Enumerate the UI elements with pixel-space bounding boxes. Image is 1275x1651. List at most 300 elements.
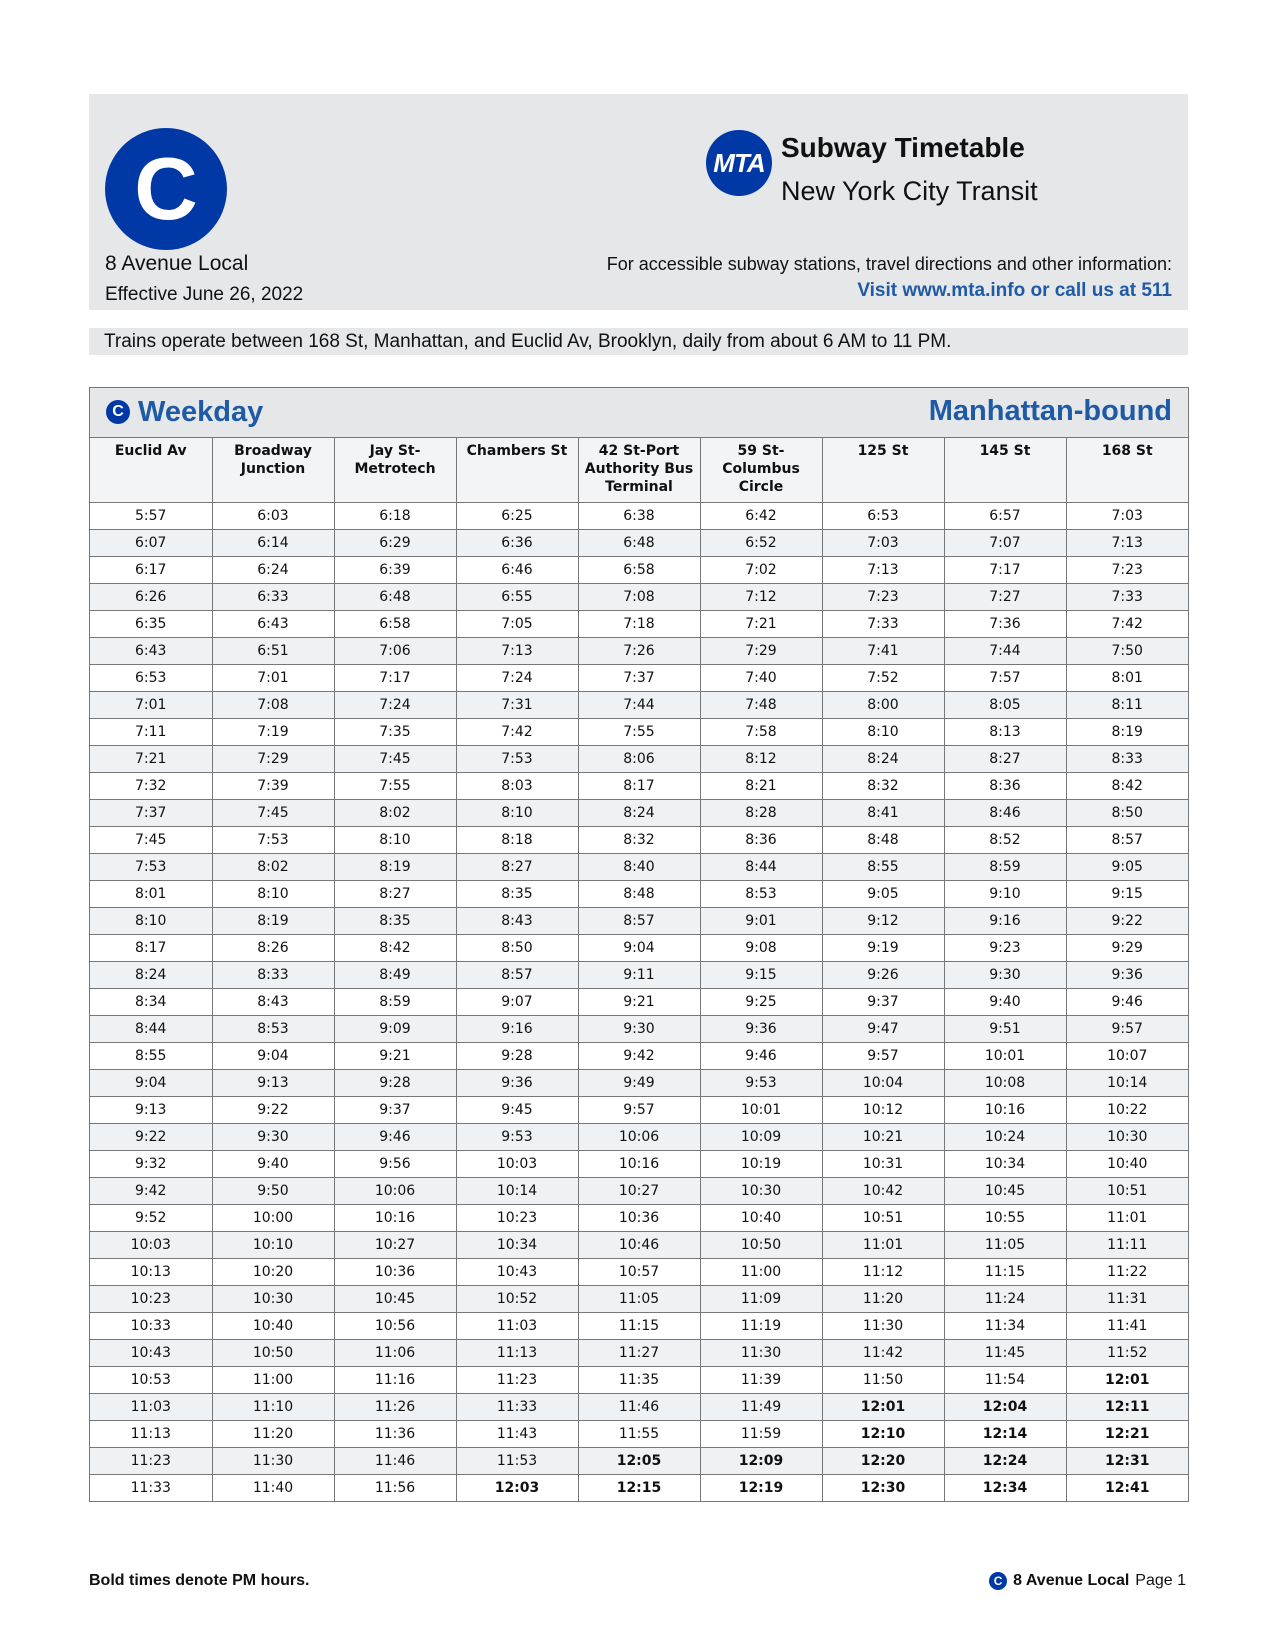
schedule-table [90, 438, 1188, 1501]
time-cell: 9:26 [822, 962, 944, 989]
time-cell: 10:30 [1066, 1124, 1188, 1151]
time-cell: 7:42 [1066, 611, 1188, 638]
time-cell: 11:41 [1066, 1313, 1188, 1340]
time-cell: 8:19 [334, 854, 456, 881]
time-cell: 11:54 [944, 1367, 1066, 1394]
time-cell: 6:36 [456, 530, 578, 557]
time-cell: 9:21 [578, 989, 700, 1016]
time-cell: 9:36 [1066, 962, 1188, 989]
time-cell: 7:33 [1066, 584, 1188, 611]
time-cell: 9:46 [700, 1043, 822, 1070]
time-cell: 8:33 [212, 962, 334, 989]
time-cell: 11:15 [944, 1259, 1066, 1286]
time-cell: 12:03 [456, 1475, 578, 1502]
time-cell: 11:43 [456, 1421, 578, 1448]
time-cell: 9:16 [456, 1016, 578, 1043]
table-row [90, 989, 1188, 1016]
column-header: 42 St-Port Authority Bus Terminal [578, 438, 700, 503]
time-cell: 7:45 [334, 746, 456, 773]
time-cell: 10:22 [1066, 1097, 1188, 1124]
time-cell: 10:14 [1066, 1070, 1188, 1097]
time-cell: 7:13 [456, 638, 578, 665]
table-row [90, 1340, 1188, 1367]
time-cell: 11:11 [1066, 1232, 1188, 1259]
time-cell: 10:27 [334, 1232, 456, 1259]
time-cell: 7:13 [1066, 530, 1188, 557]
time-cell: 11:30 [700, 1340, 822, 1367]
time-cell: 7:53 [90, 854, 212, 881]
time-cell: 7:36 [944, 611, 1066, 638]
time-cell: 9:04 [90, 1070, 212, 1097]
time-cell: 7:57 [944, 665, 1066, 692]
time-cell: 7:29 [212, 746, 334, 773]
page-title: Subway Timetable [781, 132, 1025, 163]
time-cell: 10:52 [456, 1286, 578, 1313]
time-cell: 11:12 [822, 1259, 944, 1286]
time-cell: 6:33 [212, 584, 334, 611]
time-cell: 8:02 [334, 800, 456, 827]
time-cell: 7:21 [700, 611, 822, 638]
time-cell: 12:34 [944, 1475, 1066, 1502]
time-cell: 10:30 [700, 1178, 822, 1205]
header-panel [89, 94, 1188, 310]
time-cell: 10:33 [90, 1313, 212, 1340]
time-cell: 8:35 [334, 908, 456, 935]
time-cell: 12:15 [578, 1475, 700, 1502]
service-notice-text: Trains operate between 168 St, Manhattan, and Euclid Av, Brooklyn, daily from about 6 AM to 11 PM. [104, 331, 952, 352]
time-cell: 10:06 [578, 1124, 700, 1151]
time-cell: 10:40 [700, 1205, 822, 1232]
time-cell: 11:35 [578, 1367, 700, 1394]
time-cell: 9:05 [822, 881, 944, 908]
time-cell: 8:32 [822, 773, 944, 800]
time-cell: 9:36 [700, 1016, 822, 1043]
time-cell: 8:19 [212, 908, 334, 935]
time-cell: 8:10 [90, 908, 212, 935]
time-cell: 8:59 [944, 854, 1066, 881]
time-cell: 11:16 [334, 1367, 456, 1394]
time-cell: 9:28 [334, 1070, 456, 1097]
time-cell: 9:37 [822, 989, 944, 1016]
time-cell: 10:27 [578, 1178, 700, 1205]
time-cell: 11:13 [456, 1340, 578, 1367]
time-cell: 10:50 [700, 1232, 822, 1259]
schedule-body [90, 503, 1188, 1502]
time-cell: 11:23 [90, 1448, 212, 1475]
time-cell: 10:01 [944, 1043, 1066, 1070]
time-cell: 9:12 [822, 908, 944, 935]
time-cell: 11:19 [700, 1313, 822, 1340]
time-cell: 9:22 [212, 1097, 334, 1124]
time-cell: 7:13 [822, 557, 944, 584]
table-row [90, 665, 1188, 692]
table-row [90, 773, 1188, 800]
time-cell: 12:09 [700, 1448, 822, 1475]
time-cell: 12:10 [822, 1421, 944, 1448]
time-cell: 8:49 [334, 962, 456, 989]
time-cell: 11:53 [456, 1448, 578, 1475]
time-cell: 9:47 [822, 1016, 944, 1043]
time-cell: 9:16 [944, 908, 1066, 935]
table-row [90, 1070, 1188, 1097]
time-cell: 7:33 [822, 611, 944, 638]
column-header: Euclid Av [90, 438, 212, 503]
column-header: Jay St-Metrotech [334, 438, 456, 503]
pm-footnote: Bold times denote PM hours. [89, 1572, 310, 1589]
time-cell: 7:24 [334, 692, 456, 719]
time-cell: 7:03 [1066, 503, 1188, 530]
time-cell: 7:17 [334, 665, 456, 692]
table-row [90, 584, 1188, 611]
time-cell: 8:24 [578, 800, 700, 827]
time-cell: 12:24 [944, 1448, 1066, 1475]
time-cell: 11:09 [700, 1286, 822, 1313]
time-cell: 8:10 [822, 719, 944, 746]
time-cell: 6:48 [334, 584, 456, 611]
time-cell: 8:35 [456, 881, 578, 908]
time-cell: 8:42 [334, 935, 456, 962]
time-cell: 9:46 [1066, 989, 1188, 1016]
time-cell: 11:33 [90, 1475, 212, 1502]
table-row [90, 1448, 1188, 1475]
time-cell: 7:35 [334, 719, 456, 746]
time-cell: 9:10 [944, 881, 1066, 908]
time-cell: 10:30 [212, 1286, 334, 1313]
table-row [90, 719, 1188, 746]
time-cell: 10:00 [212, 1205, 334, 1232]
time-cell: 11:30 [822, 1313, 944, 1340]
time-cell: 8:19 [1066, 719, 1188, 746]
table-row [90, 1259, 1188, 1286]
column-header: 125 St [822, 438, 944, 503]
table-row [90, 1367, 1188, 1394]
info-link[interactable]: Visit www.mta.info or call us at 511 [857, 280, 1172, 301]
time-cell: 11:26 [334, 1394, 456, 1421]
time-cell: 9:13 [90, 1097, 212, 1124]
time-cell: 11:42 [822, 1340, 944, 1367]
time-cell: 7:44 [944, 638, 1066, 665]
time-cell: 10:03 [90, 1232, 212, 1259]
time-cell: 9:49 [578, 1070, 700, 1097]
time-cell: 9:52 [90, 1205, 212, 1232]
column-header: 145 St [944, 438, 1066, 503]
time-cell: 9:29 [1066, 935, 1188, 962]
time-cell: 6:58 [334, 611, 456, 638]
timetable [89, 387, 1189, 1502]
time-cell: 9:15 [1066, 881, 1188, 908]
time-cell: 9:13 [212, 1070, 334, 1097]
time-cell: 9:28 [456, 1043, 578, 1070]
time-cell: 6:53 [822, 503, 944, 530]
table-row [90, 935, 1188, 962]
time-cell: 10:50 [212, 1340, 334, 1367]
time-cell: 6:14 [212, 530, 334, 557]
time-cell: 7:39 [212, 773, 334, 800]
time-cell: 11:24 [944, 1286, 1066, 1313]
direction-label: Manhattan-bound [928, 395, 1172, 427]
time-cell: 7:23 [1066, 557, 1188, 584]
time-cell: 10:06 [334, 1178, 456, 1205]
time-cell: 7:55 [578, 719, 700, 746]
time-cell: 8:57 [1066, 827, 1188, 854]
time-cell: 8:57 [578, 908, 700, 935]
line-name: 8 Avenue Local [105, 252, 249, 275]
time-cell: 9:56 [334, 1151, 456, 1178]
time-cell: 10:09 [700, 1124, 822, 1151]
time-cell: 9:09 [334, 1016, 456, 1043]
time-cell: 9:46 [334, 1124, 456, 1151]
time-cell: 8:41 [822, 800, 944, 827]
time-cell: 9:53 [700, 1070, 822, 1097]
time-cell: 8:17 [90, 935, 212, 962]
time-cell: 9:07 [456, 989, 578, 1016]
time-cell: 8:34 [90, 989, 212, 1016]
time-cell: 8:48 [578, 881, 700, 908]
time-cell: 6:35 [90, 611, 212, 638]
time-cell: 9:57 [822, 1043, 944, 1070]
time-cell: 11:03 [90, 1394, 212, 1421]
time-cell: 12:31 [1066, 1448, 1188, 1475]
column-header: Chambers St [456, 438, 578, 503]
time-cell: 8:50 [1066, 800, 1188, 827]
time-cell: 10:12 [822, 1097, 944, 1124]
time-cell: 8:40 [578, 854, 700, 881]
time-cell: 8:46 [944, 800, 1066, 827]
info-text: For accessible subway stations, travel directions and other information: [606, 254, 1172, 274]
time-cell: 10:51 [822, 1205, 944, 1232]
footer-line-name: 8 Avenue Local [1013, 1572, 1130, 1589]
time-cell: 8:00 [822, 692, 944, 719]
table-row [90, 800, 1188, 827]
time-cell: 8:43 [212, 989, 334, 1016]
time-cell: 8:10 [212, 881, 334, 908]
time-cell: 7:11 [90, 719, 212, 746]
time-cell: 11:45 [944, 1340, 1066, 1367]
time-cell: 7:55 [334, 773, 456, 800]
route-c-bullet-icon: C [989, 1572, 1007, 1590]
day-label: Weekday [138, 396, 264, 428]
time-cell: 9:40 [212, 1151, 334, 1178]
time-cell: 8:10 [334, 827, 456, 854]
time-cell: 9:42 [90, 1178, 212, 1205]
time-cell: 9:08 [700, 935, 822, 962]
column-header: 168 St [1066, 438, 1188, 503]
time-cell: 11:23 [456, 1367, 578, 1394]
time-cell: 8:24 [90, 962, 212, 989]
time-cell: 7:08 [578, 584, 700, 611]
time-cell: 8:32 [578, 827, 700, 854]
time-cell: 10:46 [578, 1232, 700, 1259]
time-cell: 10:10 [212, 1232, 334, 1259]
table-row [90, 1016, 1188, 1043]
time-cell: 8:10 [456, 800, 578, 827]
time-cell: 9:45 [456, 1097, 578, 1124]
page-footer [989, 1572, 1186, 1590]
time-cell: 8:33 [1066, 746, 1188, 773]
time-cell: 10:57 [578, 1259, 700, 1286]
time-cell: 11:06 [334, 1340, 456, 1367]
time-cell: 9:40 [944, 989, 1066, 1016]
time-cell: 8:24 [822, 746, 944, 773]
time-cell: 8:50 [456, 935, 578, 962]
route-c-bullet-icon: C [106, 400, 130, 424]
time-cell: 9:51 [944, 1016, 1066, 1043]
time-cell: 10:23 [456, 1205, 578, 1232]
time-cell: 10:40 [1066, 1151, 1188, 1178]
time-cell: 8:48 [822, 827, 944, 854]
table-row [90, 962, 1188, 989]
time-cell: 11:59 [700, 1421, 822, 1448]
table-row [90, 1043, 1188, 1070]
time-cell: 11:00 [700, 1259, 822, 1286]
time-cell: 10:16 [944, 1097, 1066, 1124]
time-cell: 10:51 [1066, 1178, 1188, 1205]
time-cell: 9:30 [578, 1016, 700, 1043]
time-cell: 7:45 [212, 800, 334, 827]
time-cell: 9:23 [944, 935, 1066, 962]
time-cell: 9:11 [578, 962, 700, 989]
time-cell: 8:44 [700, 854, 822, 881]
time-cell: 6:17 [90, 557, 212, 584]
time-cell: 9:42 [578, 1043, 700, 1070]
time-cell: 9:22 [1066, 908, 1188, 935]
table-row [90, 1421, 1188, 1448]
time-cell: 8:53 [212, 1016, 334, 1043]
time-cell: 10:56 [334, 1313, 456, 1340]
time-cell: 10:04 [822, 1070, 944, 1097]
time-cell: 9:53 [456, 1124, 578, 1151]
time-cell: 8:43 [456, 908, 578, 935]
time-cell: 6:03 [212, 503, 334, 530]
time-cell: 8:18 [456, 827, 578, 854]
time-cell: 7:12 [700, 584, 822, 611]
time-cell: 10:23 [90, 1286, 212, 1313]
time-cell: 10:13 [90, 1259, 212, 1286]
time-cell: 6:39 [334, 557, 456, 584]
time-cell: 10:31 [822, 1151, 944, 1178]
time-cell: 12:30 [822, 1475, 944, 1502]
time-cell: 8:52 [944, 827, 1066, 854]
time-cell: 9:57 [1066, 1016, 1188, 1043]
time-cell: 7:52 [822, 665, 944, 692]
table-row [90, 746, 1188, 773]
time-cell: 11:39 [700, 1367, 822, 1394]
time-cell: 10:34 [456, 1232, 578, 1259]
time-cell: 11:33 [456, 1394, 578, 1421]
time-cell: 9:04 [212, 1043, 334, 1070]
time-cell: 11:49 [700, 1394, 822, 1421]
table-row [90, 1205, 1188, 1232]
time-cell: 10:03 [456, 1151, 578, 1178]
timetable-heading [90, 388, 1188, 438]
time-cell: 8:44 [90, 1016, 212, 1043]
time-cell: 12:01 [822, 1394, 944, 1421]
time-cell: 9:04 [578, 935, 700, 962]
time-cell: 7:53 [456, 746, 578, 773]
time-cell: 7:21 [90, 746, 212, 773]
time-cell: 11:36 [334, 1421, 456, 1448]
table-row [90, 1232, 1188, 1259]
time-cell: 9:32 [90, 1151, 212, 1178]
table-row [90, 854, 1188, 881]
time-cell: 6:26 [90, 584, 212, 611]
time-cell: 12:01 [1066, 1367, 1188, 1394]
time-cell: 7:07 [944, 530, 1066, 557]
time-cell: 10:36 [578, 1205, 700, 1232]
time-cell: 7:01 [212, 665, 334, 692]
time-cell: 6:52 [700, 530, 822, 557]
time-cell: 7:18 [578, 611, 700, 638]
time-cell: 11:52 [1066, 1340, 1188, 1367]
table-row [90, 908, 1188, 935]
time-cell: 11:50 [822, 1367, 944, 1394]
page-subtitle: New York City Transit [781, 176, 1038, 206]
time-cell: 11:20 [212, 1421, 334, 1448]
time-cell: 8:27 [456, 854, 578, 881]
time-cell: 7:40 [700, 665, 822, 692]
table-row [90, 557, 1188, 584]
mta-logo-icon: MTA [706, 130, 772, 196]
table-row [90, 1151, 1188, 1178]
time-cell: 9:30 [944, 962, 1066, 989]
time-cell: 11:27 [578, 1340, 700, 1367]
time-cell: 11:55 [578, 1421, 700, 1448]
time-cell: 11:46 [334, 1448, 456, 1475]
time-cell: 11:01 [1066, 1205, 1188, 1232]
time-cell: 7:44 [578, 692, 700, 719]
time-cell: 10:53 [90, 1367, 212, 1394]
time-cell: 10:45 [944, 1178, 1066, 1205]
time-cell: 7:27 [944, 584, 1066, 611]
time-cell: 8:21 [700, 773, 822, 800]
time-cell: 9:15 [700, 962, 822, 989]
time-cell: 7:48 [700, 692, 822, 719]
time-cell: 6:46 [456, 557, 578, 584]
table-row [90, 611, 1188, 638]
time-cell: 5:57 [90, 503, 212, 530]
time-cell: 11:31 [1066, 1286, 1188, 1313]
time-cell: 10:16 [334, 1205, 456, 1232]
time-cell: 7:50 [1066, 638, 1188, 665]
time-cell: 11:40 [212, 1475, 334, 1502]
time-cell: 10:16 [578, 1151, 700, 1178]
time-cell: 11:56 [334, 1475, 456, 1502]
time-cell: 8:36 [944, 773, 1066, 800]
time-cell: 6:55 [456, 584, 578, 611]
time-cell: 11:10 [212, 1394, 334, 1421]
time-cell: 7:24 [456, 665, 578, 692]
table-row [90, 1313, 1188, 1340]
table-row [90, 1475, 1188, 1502]
time-cell: 12:20 [822, 1448, 944, 1475]
service-notice [89, 328, 1188, 355]
time-cell: 9:50 [212, 1178, 334, 1205]
time-cell: 10:08 [944, 1070, 1066, 1097]
time-cell: 8:53 [700, 881, 822, 908]
time-cell: 11:22 [1066, 1259, 1188, 1286]
time-cell: 9:19 [822, 935, 944, 962]
time-cell: 10:43 [456, 1259, 578, 1286]
time-cell: 6:53 [90, 665, 212, 692]
time-cell: 12:04 [944, 1394, 1066, 1421]
time-cell: 10:42 [822, 1178, 944, 1205]
column-header-row [90, 438, 1188, 503]
time-cell: 6:58 [578, 557, 700, 584]
time-cell: 10:36 [334, 1259, 456, 1286]
time-cell: 10:24 [944, 1124, 1066, 1151]
time-cell: 8:27 [334, 881, 456, 908]
time-cell: 10:34 [944, 1151, 1066, 1178]
